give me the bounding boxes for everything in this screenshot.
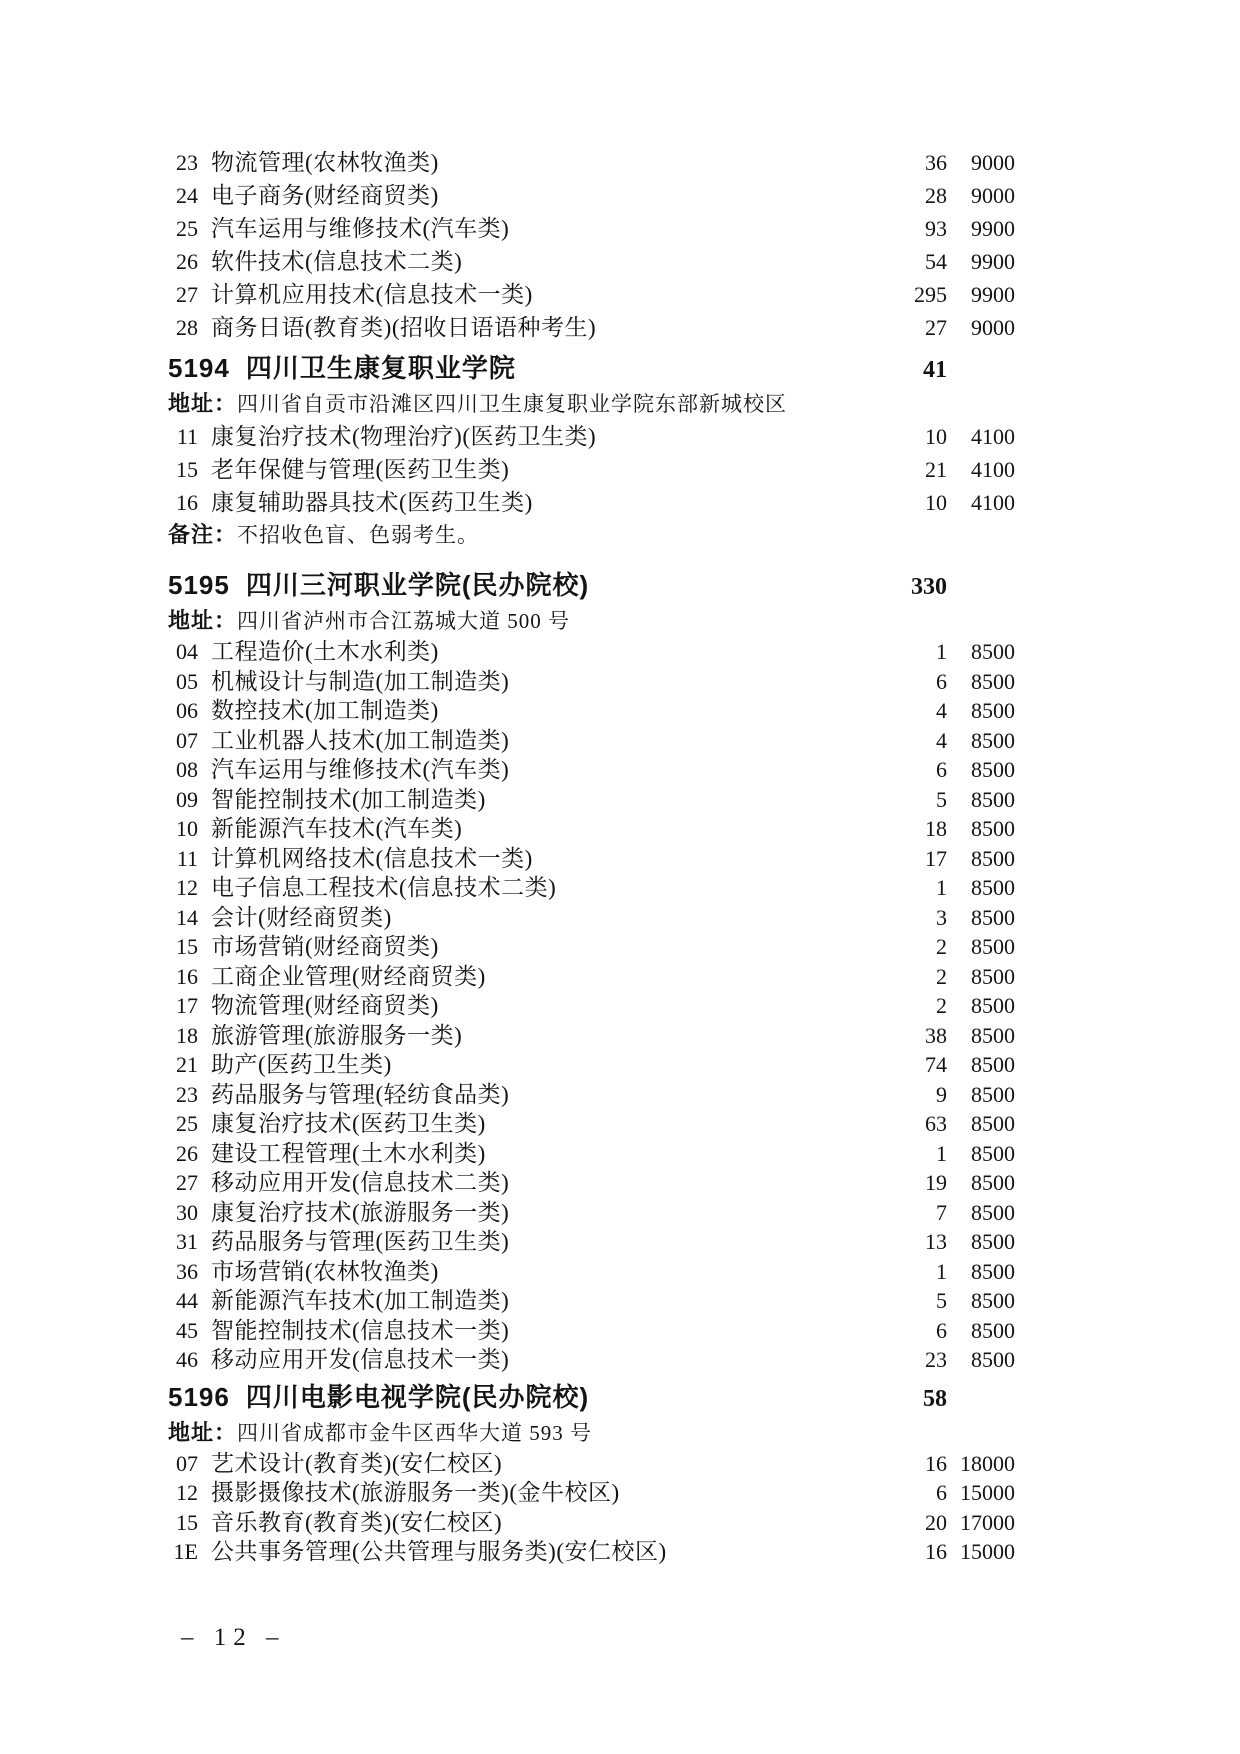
major-code: 30 <box>176 1199 198 1225</box>
major-tuition-fee: 4100 <box>971 424 1015 449</box>
major-code: 26 <box>176 249 198 274</box>
major-plan-count: 2 <box>936 934 947 959</box>
college-section <box>168 1379 1015 1567</box>
college-header <box>168 350 1015 388</box>
major-code: 27 <box>176 282 198 307</box>
major-code: 26 <box>176 1140 198 1166</box>
major-plan-count: 2 <box>936 963 947 989</box>
major-row <box>168 1537 1015 1567</box>
major-code: 24 <box>176 183 198 208</box>
major-tuition-fee: 8500 <box>971 934 1015 959</box>
major-plan-count: 1 <box>936 875 947 900</box>
major-name: 汽车运用与维修技术(汽车类) <box>211 757 510 782</box>
major-plan-count: 1 <box>936 1258 947 1284</box>
major-row <box>168 1449 1015 1479</box>
college-name: 四川卫生康复职业学院 <box>245 353 516 383</box>
address-label: 地址： <box>168 391 238 416</box>
major-row <box>168 1139 1015 1169</box>
address-text: 四川省自贡市沿滩区四川卫生康复职业学院东部新城校区 <box>237 392 788 416</box>
college-code: 5195 <box>168 570 230 600</box>
major-tuition-fee: 8500 <box>971 757 1015 782</box>
major-tuition-fee: 8500 <box>971 1052 1015 1077</box>
major-plan-count: 1 <box>936 1140 947 1166</box>
major-row <box>168 814 1015 844</box>
major-name: 工程造价(土木水利类) <box>211 639 439 664</box>
major-tuition-fee: 17000 <box>960 1509 1015 1535</box>
major-code: 07 <box>176 727 198 753</box>
admission-plan-list <box>168 146 1015 1567</box>
college-name: 四川电影电视学院(民办院校) <box>245 1381 590 1412</box>
major-code: 09 <box>176 786 198 812</box>
major-name: 数控技术(加工制造类) <box>211 698 439 723</box>
major-row <box>168 755 1015 785</box>
note-text: 不招收色盲、色弱考生。 <box>237 523 480 547</box>
major-name: 会计(财经商贸类) <box>211 904 392 930</box>
major-code: 27 <box>176 1170 198 1195</box>
major-code: 23 <box>176 1081 198 1107</box>
college-code: 5194 <box>168 353 230 383</box>
major-tuition-fee: 15000 <box>960 1480 1015 1505</box>
major-code: 46 <box>176 1347 198 1372</box>
major-row <box>168 726 1015 756</box>
major-name: 移动应用开发(信息技术二类) <box>211 1170 510 1195</box>
major-name: 机械设计与制造(加工制造类) <box>211 668 510 694</box>
major-plan-count: 5 <box>936 786 947 812</box>
major-plan-count: 6 <box>936 668 947 694</box>
major-plan-count: 3 <box>936 904 947 930</box>
major-row <box>168 146 1015 179</box>
major-tuition-fee: 9000 <box>971 150 1015 175</box>
major-tuition-fee: 4100 <box>971 490 1015 515</box>
address-label: 地址： <box>168 1419 238 1445</box>
major-name: 电子信息工程技术(信息技术二类) <box>211 875 557 900</box>
major-tuition-fee: 8500 <box>971 963 1015 989</box>
major-plan-count: 23 <box>925 1347 947 1372</box>
major-tuition-fee: 8500 <box>971 1288 1015 1313</box>
major-name: 物流管理(财经商贸类) <box>211 993 439 1018</box>
major-row <box>168 637 1015 667</box>
college-address-line <box>168 388 1015 420</box>
major-plan-count: 2 <box>936 993 947 1018</box>
major-code: 04 <box>176 639 198 664</box>
major-tuition-fee: 15000 <box>960 1539 1015 1564</box>
major-rows <box>168 637 1015 1375</box>
major-tuition-fee: 4100 <box>971 457 1015 482</box>
college-address-line <box>168 1417 1015 1449</box>
major-name: 药品服务与管理(轻纺食品类) <box>211 1081 510 1107</box>
major-name: 摄影摄像技术(旅游服务一类)(金牛校区) <box>211 1480 620 1505</box>
major-rows <box>168 146 1015 344</box>
major-code: 15 <box>176 934 198 959</box>
major-plan-count: 38 <box>925 1022 947 1048</box>
major-tuition-fee: 9900 <box>971 282 1015 307</box>
college-total-count: 330 <box>911 574 947 600</box>
major-plan-count: 21 <box>925 457 947 482</box>
major-code: 12 <box>176 875 198 900</box>
major-plan-count: 6 <box>936 1317 947 1343</box>
major-code: 45 <box>176 1317 198 1343</box>
major-row <box>168 453 1015 486</box>
major-row <box>168 1286 1015 1316</box>
page-number: – 12 – <box>181 1624 286 1651</box>
major-code: 07 <box>176 1450 198 1476</box>
major-row <box>168 1508 1015 1538</box>
major-name: 建设工程管理(土木水利类) <box>211 1140 486 1166</box>
major-row <box>168 1257 1015 1287</box>
major-plan-count: 28 <box>925 183 947 208</box>
major-code: 17 <box>176 993 198 1018</box>
major-tuition-fee: 8500 <box>971 727 1015 753</box>
major-code: 18 <box>176 1022 198 1048</box>
major-code: 10 <box>176 816 198 841</box>
major-row <box>168 1080 1015 1110</box>
major-tuition-fee: 8500 <box>971 875 1015 900</box>
major-name: 市场营销(农林牧渔类) <box>211 1258 439 1284</box>
major-plan-count: 27 <box>925 315 947 340</box>
major-row <box>168 1050 1015 1080</box>
major-rows <box>168 1449 1015 1567</box>
major-plan-count: 74 <box>925 1052 947 1077</box>
college-address-line <box>168 605 1015 637</box>
major-code: 25 <box>176 1111 198 1136</box>
major-tuition-fee: 8500 <box>971 845 1015 871</box>
major-row <box>168 1109 1015 1139</box>
major-plan-count: 4 <box>936 727 947 753</box>
major-name: 市场营销(财经商贸类) <box>211 934 439 959</box>
major-name: 计算机网络技术(信息技术一类) <box>211 845 533 871</box>
major-plan-count: 10 <box>925 424 947 449</box>
address-label: 地址： <box>168 608 238 633</box>
major-row <box>168 903 1015 933</box>
major-code: 16 <box>176 490 198 515</box>
major-name: 工业机器人技术(加工制造类) <box>211 727 510 753</box>
major-tuition-fee: 8500 <box>971 1347 1015 1372</box>
major-plan-count: 36 <box>925 150 947 175</box>
major-name: 移动应用开发(信息技术一类) <box>211 1347 510 1372</box>
major-tuition-fee: 8500 <box>971 1258 1015 1284</box>
major-code: 06 <box>176 698 198 723</box>
major-plan-count: 295 <box>914 282 947 307</box>
major-name: 智能控制技术(信息技术一类) <box>211 1317 510 1343</box>
major-tuition-fee: 9900 <box>971 216 1015 241</box>
major-tuition-fee: 8500 <box>971 639 1015 664</box>
college-section <box>168 567 1015 1375</box>
major-plan-count: 9 <box>936 1081 947 1107</box>
major-name: 软件技术(信息技术二类) <box>211 249 463 274</box>
major-plan-count: 16 <box>925 1450 947 1476</box>
college-name: 四川三河职业学院(民办院校) <box>245 570 590 600</box>
major-code: 31 <box>176 1229 198 1254</box>
major-name: 工商企业管理(财经商贸类) <box>211 963 486 989</box>
major-tuition-fee: 8500 <box>971 1111 1015 1136</box>
major-code: 08 <box>176 757 198 782</box>
major-tuition-fee: 8500 <box>971 1199 1015 1225</box>
major-code: 14 <box>176 904 198 930</box>
major-plan-count: 16 <box>925 1539 947 1564</box>
major-name: 智能控制技术(加工制造类) <box>211 786 486 812</box>
major-name: 艺术设计(教育类)(安仁校区) <box>211 1450 503 1476</box>
major-plan-count: 6 <box>936 1480 947 1505</box>
major-plan-count: 18 <box>925 816 947 841</box>
major-name: 旅游管理(旅游服务一类) <box>211 1022 463 1048</box>
major-row <box>168 785 1015 815</box>
major-code: 05 <box>176 668 198 694</box>
college-section <box>168 146 1015 344</box>
major-tuition-fee: 8500 <box>971 698 1015 723</box>
address-text: 四川省泸州市合江荔城大道 500 号 <box>237 609 571 633</box>
major-name: 康复治疗技术(旅游服务一类) <box>211 1199 510 1225</box>
major-tuition-fee: 9900 <box>971 249 1015 274</box>
major-tuition-fee: 18000 <box>960 1450 1015 1476</box>
college-section <box>168 350 1015 551</box>
major-row <box>168 667 1015 697</box>
major-row <box>168 311 1015 344</box>
major-row <box>168 991 1015 1021</box>
major-plan-count: 63 <box>925 1111 947 1136</box>
major-plan-count: 10 <box>925 490 947 515</box>
major-name: 新能源汽车技术(汽车类) <box>211 816 463 841</box>
major-plan-count: 13 <box>925 1229 947 1254</box>
major-code: 25 <box>176 216 198 241</box>
major-plan-count: 19 <box>925 1170 947 1195</box>
major-row <box>168 179 1015 212</box>
major-code: 1E <box>173 1539 198 1564</box>
note-label: 备注： <box>168 522 238 547</box>
major-code: 44 <box>176 1288 198 1313</box>
major-code: 12 <box>176 1480 198 1505</box>
major-code: 11 <box>176 424 198 449</box>
major-tuition-fee: 8500 <box>971 904 1015 930</box>
major-name: 康复治疗技术(医药卫生类) <box>211 1111 486 1136</box>
college-note-line <box>168 519 1015 551</box>
major-tuition-fee: 8500 <box>971 1317 1015 1343</box>
major-tuition-fee: 8500 <box>971 668 1015 694</box>
college-total-count: 41 <box>923 357 947 383</box>
major-tuition-fee: 8500 <box>971 1140 1015 1166</box>
major-rows <box>168 420 1015 519</box>
major-name: 音乐教育(教育类)(安仁校区) <box>211 1509 503 1535</box>
major-tuition-fee: 8500 <box>971 1081 1015 1107</box>
major-code: 21 <box>176 1052 198 1077</box>
major-plan-count: 1 <box>936 639 947 664</box>
major-name: 康复治疗技术(物理治疗)(医药卫生类) <box>211 424 597 449</box>
college-header <box>168 567 1015 605</box>
major-name: 公共事务管理(公共管理与服务类)(安仁校区) <box>211 1539 667 1564</box>
major-plan-count: 6 <box>936 757 947 782</box>
major-row <box>168 962 1015 992</box>
address-text: 四川省成都市金牛区西华大道 593 号 <box>237 1420 593 1445</box>
major-row <box>168 1316 1015 1346</box>
major-name: 助产(医药卫生类) <box>211 1052 392 1077</box>
major-plan-count: 93 <box>925 216 947 241</box>
major-name: 老年保健与管理(医药卫生类) <box>211 457 510 482</box>
major-code: 15 <box>176 1509 198 1535</box>
major-code: 23 <box>176 150 198 175</box>
major-tuition-fee: 9000 <box>971 315 1015 340</box>
major-row <box>168 278 1015 311</box>
college-code: 5196 <box>168 1381 230 1412</box>
major-plan-count: 5 <box>936 1288 947 1313</box>
major-row <box>168 696 1015 726</box>
major-plan-count: 20 <box>925 1509 947 1535</box>
major-tuition-fee: 8500 <box>971 993 1015 1018</box>
major-name: 康复辅助器具技术(医药卫生类) <box>211 490 533 515</box>
major-code: 16 <box>176 963 198 989</box>
major-plan-count: 17 <box>925 845 947 871</box>
major-row <box>168 420 1015 453</box>
major-row <box>168 1345 1015 1375</box>
major-tuition-fee: 8500 <box>971 1229 1015 1254</box>
major-plan-count: 4 <box>936 698 947 723</box>
major-row <box>168 1021 1015 1051</box>
major-name: 计算机应用技术(信息技术一类) <box>211 282 533 307</box>
major-code: 11 <box>176 845 198 871</box>
major-tuition-fee: 8500 <box>971 816 1015 841</box>
major-name: 物流管理(农林牧渔类) <box>211 150 439 175</box>
major-row <box>168 1198 1015 1228</box>
college-total-count: 58 <box>923 1385 947 1412</box>
major-name: 电子商务(财经商贸类) <box>211 183 439 208</box>
college-header <box>168 1379 1015 1417</box>
major-row <box>168 1227 1015 1257</box>
major-code: 15 <box>176 457 198 482</box>
major-code: 36 <box>176 1258 198 1284</box>
major-row <box>168 245 1015 278</box>
major-tuition-fee: 9000 <box>971 183 1015 208</box>
major-code: 28 <box>176 315 198 340</box>
major-plan-count: 7 <box>936 1199 947 1225</box>
major-row <box>168 1168 1015 1198</box>
major-tuition-fee: 8500 <box>971 1022 1015 1048</box>
major-row <box>168 1478 1015 1508</box>
major-row <box>168 932 1015 962</box>
major-name: 商务日语(教育类)(招收日语语种考生) <box>211 315 597 340</box>
major-tuition-fee: 8500 <box>971 1170 1015 1195</box>
major-row <box>168 873 1015 903</box>
major-name: 药品服务与管理(医药卫生类) <box>211 1229 510 1254</box>
major-tuition-fee: 8500 <box>971 786 1015 812</box>
major-row <box>168 486 1015 519</box>
major-row <box>168 212 1015 245</box>
major-name: 新能源汽车技术(加工制造类) <box>211 1288 510 1313</box>
major-plan-count: 54 <box>925 249 947 274</box>
major-name: 汽车运用与维修技术(汽车类) <box>211 216 510 241</box>
major-row <box>168 844 1015 874</box>
